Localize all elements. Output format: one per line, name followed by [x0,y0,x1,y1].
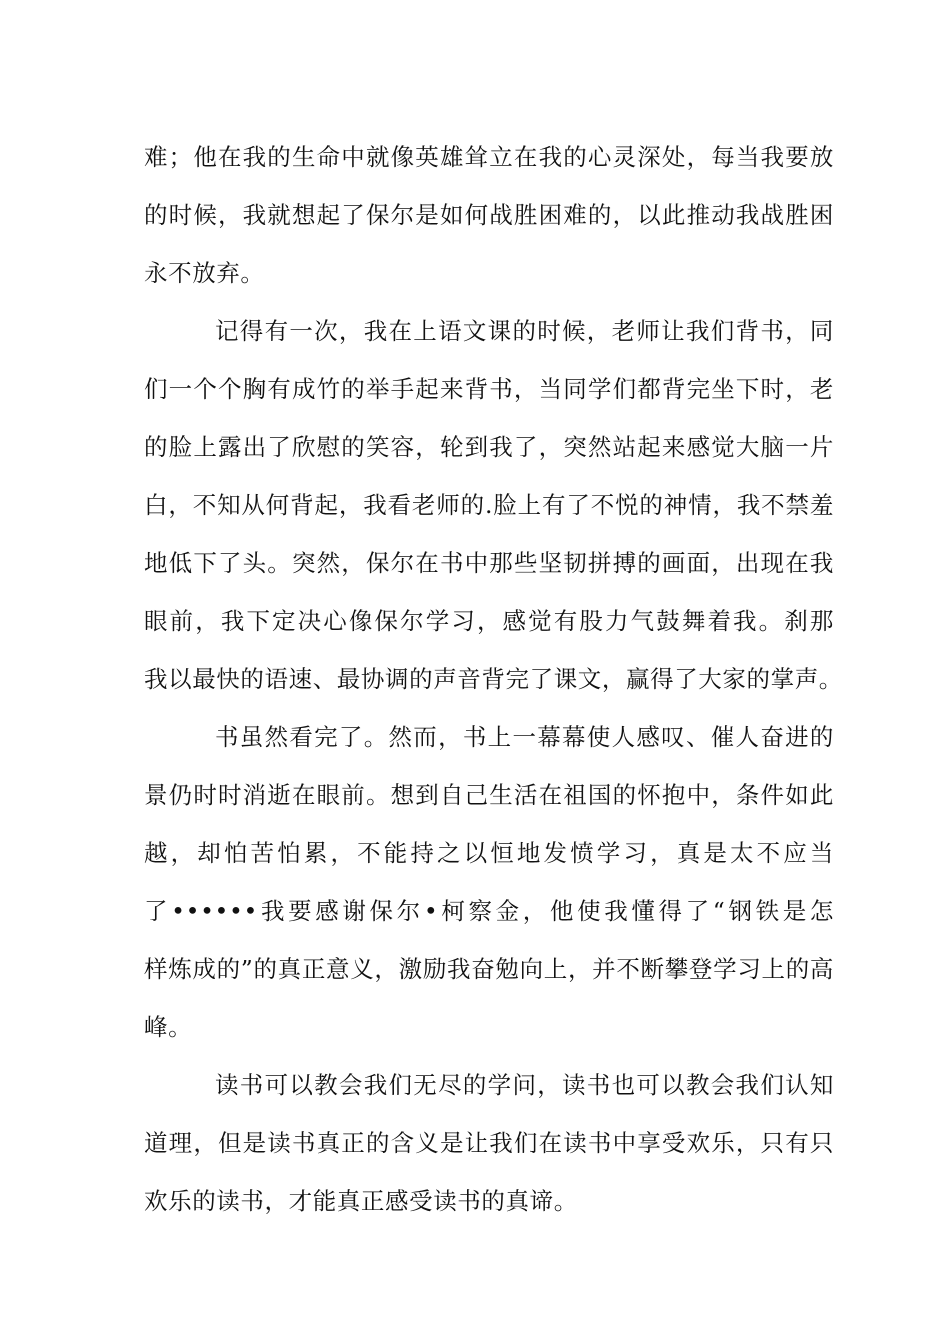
paragraph [144,1056,834,1230]
text-line: 景仍时时消逝在眼前。想到自己生活在祖国的怀抱中，条件如此 [144,781,834,809]
text-line: 样炼成的”的真正意义，激励我奋勉向上，并不断攀登学习上的高 [144,955,834,983]
text-line: 的脸上露出了欣慰的笑容，轮到我了，突然站起来感觉大脑一片 [144,433,834,461]
text-line: 永不放弃。 [144,259,265,287]
text-line: 越，却怕苦怕累，不能持之以恒地发愤学习，真是太不应当 [144,839,834,867]
text-line: 的时候，我就想起了保尔是如何战胜困难的，以此推动我战胜困 [144,201,834,229]
text-line: 我以最快的语速、最协调的声音背完了课文，赢得了大家的掌声。 [144,665,843,693]
text-line: 书虽然看完了。然而，书上一幕幕使人感叹、催人奋进的 [215,723,834,751]
text-line: 道理，但是读书真正的含义是让我们在读书中享受欢乐，只有只 [144,1129,834,1157]
text-line: 峰。 [144,1013,193,1041]
document-body [144,128,843,1230]
paragraph [144,128,834,302]
text-line: 们一个个胸有成竹的举手起来背书，当同学们都背完坐下时，老 [144,375,834,403]
text-line: 欢乐的读书，才能真正感受读书的真谛。 [144,1187,578,1215]
text-line: 白，不知从何背起，我看老师的.脸上有了不悦的神情，我不禁羞 [144,491,834,519]
paragraph [144,302,843,708]
text-line: 了••••••我要感谢保尔•柯察金，他使我懂得了“钢铁是怎 [144,897,834,925]
paragraph [144,708,834,1056]
text-line: 记得有一次，我在上语文课的时候，老师让我们背书，同 [215,317,834,345]
text-line: 难；他在我的生命中就像英雄耸立在我的心灵深处，每当我要放 [144,143,834,171]
text-line: 读书可以教会我们无尽的学问，读书也可以教会我们认知 [215,1071,834,1099]
text-line: 地低下了头。突然，保尔在书中那些坚韧拼搏的画面，出现在我 [144,549,834,577]
text-line: 眼前，我下定决心像保尔学习，感觉有股力气鼓舞着我。刹那 [144,607,834,635]
